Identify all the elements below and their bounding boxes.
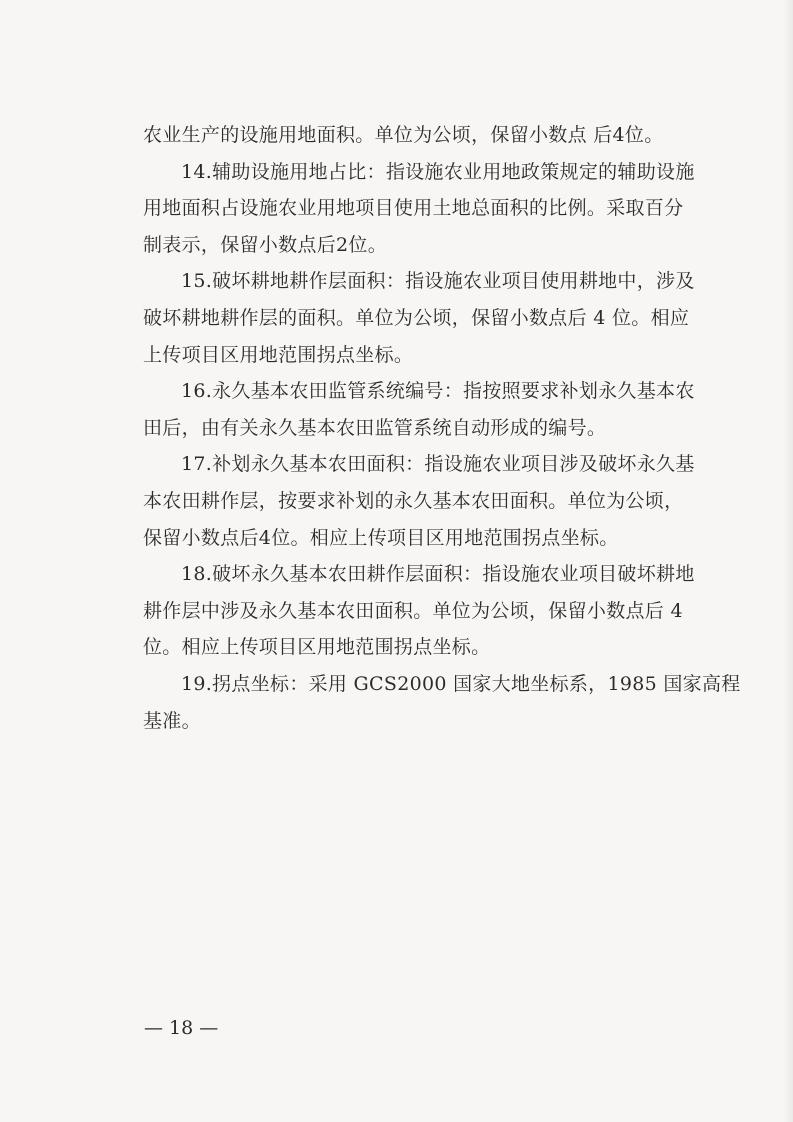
text-line: 制表示，保留小数点后2位。 [143,233,387,256]
text-line: 15.破坏耕地耕作层面积：指设施农业项目使用耕地中，涉及 [181,270,695,293]
text-line: 基准。 [143,709,201,732]
text-line: 16.永久基本农田监管系统编号：指按照要求补划永久基本农 [181,380,695,403]
text-line: 14.辅助设施用地占比：指设施农业用地政策规定的辅助设施 [181,160,695,183]
body-text [143,117,741,739]
text-line: 田后，由有关永久基本农田监管系统自动形成的编号。 [143,416,607,439]
text-line: 19.拐点坐标：采用 GCS2000 国家大地坐标系，1985 国家高程 [181,672,741,695]
text-line: 农业生产的设施用地面积。单位为公顷，保留小数点 后4位。 [143,124,664,146]
text-line: 用地面积占设施农业用地项目使用土地总面积的比例。采取百分 [143,197,684,220]
text-line: 17.补划永久基本农田面积：指设施农业项目涉及破坏永久基 [181,453,695,476]
text-line: 上传项目区用地范围拐点坐标。 [143,343,414,366]
page-number: — 18 — [144,1017,219,1039]
text-line: 18.破坏永久基本农田耕作层面积：指设施农业项目破坏耕地 [181,563,695,586]
text-line: 位。相应上传项目区用地范围拐点坐标。 [143,636,491,659]
text-line: 耕作层中涉及永久基本农田面积。单位为公顷，保留小数点后 4 [143,599,683,622]
text-line: 破坏耕地耕作层的面积。单位为公顷，保留小数点后 4 位。相应 [143,306,690,329]
page-edge-shadow [783,0,793,1122]
text-line: 保留小数点后4位。相应上传项目区用地范围拐点坐标。 [143,526,619,549]
text-line: 本农田耕作层，按要求补划的永久基本农田面积。单位为公顷， [143,489,684,512]
